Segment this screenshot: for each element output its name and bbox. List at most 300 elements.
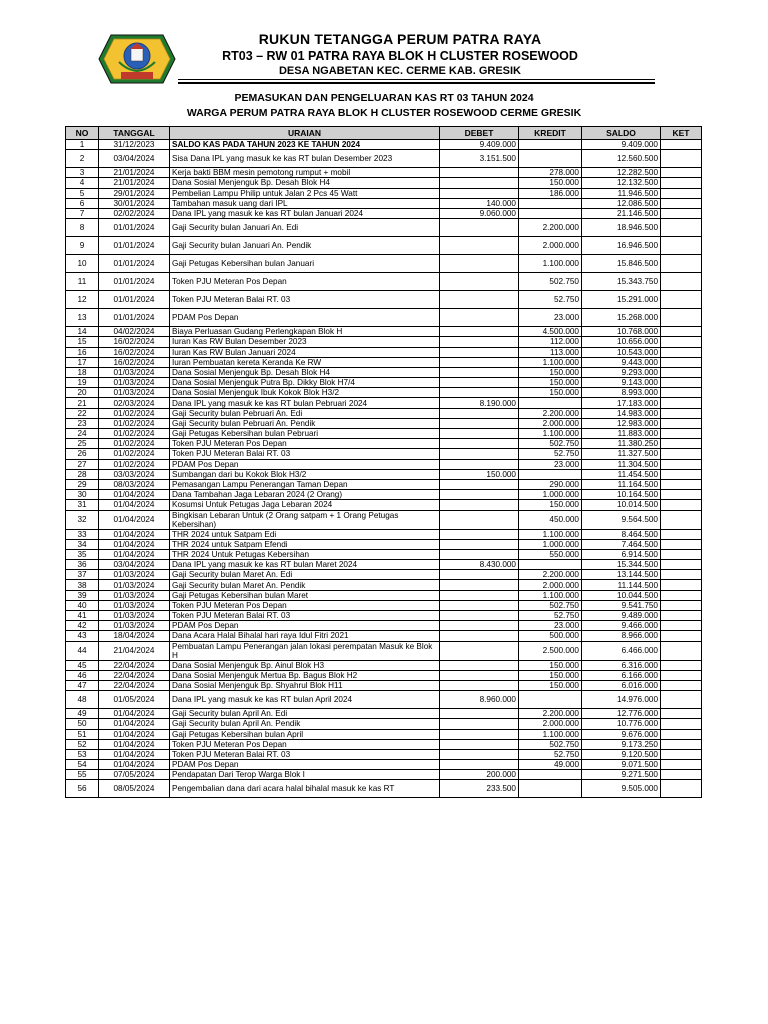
row-description: Token PJU Meteran Pos Depan: [170, 739, 440, 749]
row-no: 31: [66, 500, 99, 510]
table-row: [66, 660, 702, 670]
row-date: 03/04/2024: [99, 150, 170, 168]
row-note: [661, 780, 702, 798]
row-credit: 2.000.000: [519, 580, 582, 590]
row-debit: [440, 178, 519, 188]
row-description: Kerja bakti BBM mesin pemotong rumput + mobil: [170, 168, 440, 178]
table-row: [66, 780, 702, 798]
row-date: 16/02/2024: [99, 357, 170, 367]
row-debit: [440, 729, 519, 739]
row-credit: 2.500.000: [519, 641, 582, 660]
row-credit: 502.750: [519, 273, 582, 291]
row-balance: 6.316.000: [582, 660, 661, 670]
table-row: [66, 255, 702, 273]
row-description: Gaji Security bulan April An. Pendik: [170, 719, 440, 729]
row-description: Gaji Security bulan Januari An. Pendik: [170, 237, 440, 255]
row-debit: [440, 168, 519, 178]
row-no: 22: [66, 408, 99, 418]
ledger-table: [65, 126, 702, 798]
row-credit: 52.750: [519, 749, 582, 759]
row-date: 08/05/2024: [99, 780, 170, 798]
row-date: 22/04/2024: [99, 670, 170, 680]
row-no: 2: [66, 150, 99, 168]
row-note: [661, 580, 702, 590]
row-date: 01/04/2024: [99, 749, 170, 759]
row-credit: 150.000: [519, 660, 582, 670]
row-debit: [440, 529, 519, 539]
row-debit: [440, 378, 519, 388]
row-credit: 550.000: [519, 549, 582, 559]
row-description: Gaji Security bulan Pebruari An. Edi: [170, 408, 440, 418]
table-row: [66, 570, 702, 580]
row-description: Gaji Petugas Kebersihan bulan Maret: [170, 590, 440, 600]
row-no: 19: [66, 378, 99, 388]
row-credit: 52.750: [519, 611, 582, 621]
row-no: 14: [66, 327, 99, 337]
row-balance: 12.560.500: [582, 150, 661, 168]
row-note: [661, 469, 702, 479]
row-credit: 150.000: [519, 178, 582, 188]
row-note: [661, 198, 702, 208]
row-note: [661, 500, 702, 510]
row-description: SALDO KAS PADA TAHUN 2023 KE TAHUN 2024: [170, 140, 440, 150]
row-description: Pengembalian dana dari acara halal bihalal masuk ke kas RT: [170, 780, 440, 798]
row-balance: 12.282.500: [582, 168, 661, 178]
row-date: 21/01/2024: [99, 178, 170, 188]
row-debit: [440, 188, 519, 198]
row-description: Gaji Petugas Kebersihan bulan April: [170, 729, 440, 739]
row-no: 11: [66, 273, 99, 291]
row-no: 4: [66, 178, 99, 188]
row-description: Dana Acara Halal Bihalal hari raya Idul Fitri 2021: [170, 631, 440, 641]
row-balance: 9.443.000: [582, 357, 661, 367]
row-no: 9: [66, 237, 99, 255]
table-row: [66, 670, 702, 680]
row-balance: 11.454.500: [582, 469, 661, 479]
row-description: Gaji Petugas Kebersihan bulan Pebruari: [170, 429, 440, 439]
row-no: 33: [66, 529, 99, 539]
table-row: [66, 539, 702, 549]
row-debit: [440, 347, 519, 357]
row-debit: [440, 337, 519, 347]
row-date: 02/03/2024: [99, 398, 170, 408]
row-note: [661, 691, 702, 709]
row-note: [661, 590, 702, 600]
row-note: [661, 439, 702, 449]
row-date: 01/03/2024: [99, 388, 170, 398]
row-credit: [519, 150, 582, 168]
row-debit: 140.000: [440, 198, 519, 208]
row-debit: [440, 549, 519, 559]
table-row: [66, 739, 702, 749]
row-note: [661, 140, 702, 150]
header-row: [66, 127, 702, 140]
row-balance: 9.271.500: [582, 770, 661, 780]
row-note: [661, 429, 702, 439]
row-description: Dana Sosial Menjenguk Bp. Desah Blok H4: [170, 367, 440, 377]
row-description: Kosumsi Untuk Petugas Jaga Lebaran 2024: [170, 500, 440, 510]
row-debit: 233.500: [440, 780, 519, 798]
table-row: [66, 219, 702, 237]
row-balance: 9.293.000: [582, 367, 661, 377]
row-description: Iuran Kas RW Bulan Januari 2024: [170, 347, 440, 357]
row-balance: 9.173.250: [582, 739, 661, 749]
table-row: [66, 291, 702, 309]
row-credit: [519, 469, 582, 479]
row-no: 55: [66, 770, 99, 780]
row-balance: 9.505.000: [582, 780, 661, 798]
row-date: 29/01/2024: [99, 188, 170, 198]
row-date: 01/04/2024: [99, 490, 170, 500]
row-balance: 6.016.000: [582, 680, 661, 690]
row-debit: [440, 539, 519, 549]
row-note: [661, 357, 702, 367]
row-credit: [519, 398, 582, 408]
table-row: [66, 150, 702, 168]
row-description: Iuran Kas RW Bulan Desember 2023: [170, 337, 440, 347]
row-credit: 502.750: [519, 739, 582, 749]
row-no: 15: [66, 337, 99, 347]
row-description: PDAM Pos Depan: [170, 459, 440, 469]
row-balance: 12.776.000: [582, 709, 661, 719]
row-description: Token PJU Meteran Balai RT. 03: [170, 749, 440, 759]
row-no: 13: [66, 309, 99, 327]
org-address: DESA NGABETAN KEC. CERME KAB. GRESIK: [278, 65, 522, 77]
table-row: [66, 140, 702, 150]
row-no: 29: [66, 479, 99, 489]
row-note: [661, 367, 702, 377]
row-debit: 8.430.000: [440, 560, 519, 570]
row-description: Dana IPL yang masuk ke kas RT bulan Pebruari 2024: [170, 398, 440, 408]
row-date: 16/02/2024: [99, 337, 170, 347]
org-unit: RT03 – RW 01 PATRA RAYA BLOK H CLUSTER ROSEWOOD: [222, 49, 578, 63]
row-debit: [440, 479, 519, 489]
org-name: RUKUN TETANGGA PERUM PATRA RAYA: [258, 31, 542, 47]
row-debit: [440, 219, 519, 237]
row-date: 01/04/2024: [99, 729, 170, 739]
row-note: [661, 337, 702, 347]
row-no: 52: [66, 739, 99, 749]
row-date: 01/04/2024: [99, 739, 170, 749]
row-no: 42: [66, 621, 99, 631]
row-date: 01/03/2024: [99, 378, 170, 388]
row-balance: 15.291.000: [582, 291, 661, 309]
table-row: [66, 327, 702, 337]
row-balance: 12.983.000: [582, 418, 661, 428]
row-credit: 1.000.000: [519, 490, 582, 500]
row-debit: [440, 291, 519, 309]
row-note: [661, 749, 702, 759]
table-row: [66, 621, 702, 631]
row-note: [661, 273, 702, 291]
row-description: Token PJU Meteran Pos Depan: [170, 439, 440, 449]
row-balance: 9.409.000: [582, 140, 661, 150]
table-row: [66, 357, 702, 367]
row-date: 01/01/2024: [99, 291, 170, 309]
table-row: [66, 691, 702, 709]
row-credit: 502.750: [519, 439, 582, 449]
row-description: Pemasangan Lampu Penerangan Taman Depan: [170, 479, 440, 489]
table-row: [66, 337, 702, 347]
row-note: [661, 729, 702, 739]
row-note: [661, 309, 702, 327]
table-row: [66, 388, 702, 398]
row-note: [661, 291, 702, 309]
row-no: 25: [66, 439, 99, 449]
row-credit: [519, 780, 582, 798]
row-no: 36: [66, 560, 99, 570]
row-date: 01/02/2024: [99, 449, 170, 459]
row-date: 01/04/2024: [99, 510, 170, 529]
row-description: Dana Sosial Menjenguk Bp. Ainul Blok H3: [170, 660, 440, 670]
col-no: NO: [66, 127, 99, 140]
row-no: 12: [66, 291, 99, 309]
row-debit: [440, 611, 519, 621]
row-date: 01/04/2024: [99, 539, 170, 549]
row-date: 03/03/2024: [99, 469, 170, 479]
row-description: THR 2024 Untuk Petugas Kebersihan: [170, 549, 440, 559]
row-balance: 17.183.000: [582, 398, 661, 408]
row-date: 01/02/2024: [99, 439, 170, 449]
row-description: Dana Sosial Menjenguk Bp. Desah Blok H4: [170, 178, 440, 188]
row-balance: 11.883.000: [582, 429, 661, 439]
row-credit: 2.200.000: [519, 408, 582, 418]
row-no: 44: [66, 641, 99, 660]
row-description: Dana Sosial Menjenguk Mertua Bp. Bagus Blok H2: [170, 670, 440, 680]
table-row: [66, 168, 702, 178]
row-balance: 16.946.500: [582, 237, 661, 255]
col-credit: KREDIT: [519, 127, 582, 140]
row-credit: 1.100.000: [519, 255, 582, 273]
row-no: 24: [66, 429, 99, 439]
row-credit: 1.100.000: [519, 429, 582, 439]
row-balance: 9.564.500: [582, 510, 661, 529]
row-credit: [519, 691, 582, 709]
row-balance: 9.466.000: [582, 621, 661, 631]
row-no: 45: [66, 660, 99, 670]
row-description: Token PJU Meteran Balai RT. 03: [170, 449, 440, 459]
row-note: [661, 631, 702, 641]
row-balance: 10.164.500: [582, 490, 661, 500]
row-note: [661, 188, 702, 198]
table-row: [66, 529, 702, 539]
row-note: [661, 709, 702, 719]
row-date: 07/05/2024: [99, 770, 170, 780]
row-no: 50: [66, 719, 99, 729]
row-date: 01/01/2024: [99, 255, 170, 273]
row-debit: [440, 357, 519, 367]
row-credit: 290.000: [519, 479, 582, 489]
row-debit: [440, 273, 519, 291]
row-note: [661, 549, 702, 559]
row-date: 08/03/2024: [99, 479, 170, 489]
table-row: [66, 510, 702, 529]
table-row: [66, 600, 702, 610]
row-debit: [440, 621, 519, 631]
row-note: [661, 327, 702, 337]
row-no: 27: [66, 459, 99, 469]
row-no: 17: [66, 357, 99, 367]
row-date: 02/02/2024: [99, 208, 170, 218]
row-balance: 10.768.000: [582, 327, 661, 337]
table-row: [66, 719, 702, 729]
row-debit: [440, 439, 519, 449]
row-note: [661, 670, 702, 680]
row-debit: [440, 660, 519, 670]
row-no: 34: [66, 539, 99, 549]
row-date: 01/01/2024: [99, 237, 170, 255]
row-note: [661, 621, 702, 631]
row-description: Token PJU Meteran Pos Depan: [170, 600, 440, 610]
table-row: [66, 590, 702, 600]
row-balance: 7.464.500: [582, 539, 661, 549]
ledger-body: [66, 140, 702, 798]
table-row: [66, 237, 702, 255]
row-no: 38: [66, 580, 99, 590]
row-no: 28: [66, 469, 99, 479]
row-no: 1: [66, 140, 99, 150]
row-description: Biaya Perluasan Gudang Perlengkapan Blok H: [170, 327, 440, 337]
row-date: 01/03/2024: [99, 590, 170, 600]
row-balance: 12.086.500: [582, 198, 661, 208]
row-credit: 1.100.000: [519, 529, 582, 539]
row-no: 56: [66, 780, 99, 798]
row-note: [661, 178, 702, 188]
row-no: 18: [66, 367, 99, 377]
row-balance: 15.344.500: [582, 560, 661, 570]
col-date: TANGGAL: [99, 127, 170, 140]
row-description: Sisa Dana IPL yang masuk ke kas RT bulan Desember 2023: [170, 150, 440, 168]
row-no: 8: [66, 219, 99, 237]
row-note: [661, 611, 702, 621]
gresik-logo: [97, 32, 177, 86]
row-date: 18/04/2024: [99, 631, 170, 641]
row-debit: [440, 680, 519, 690]
row-note: [661, 388, 702, 398]
row-balance: 11.327.500: [582, 449, 661, 459]
row-date: 01/03/2024: [99, 580, 170, 590]
row-balance: 14.983.000: [582, 408, 661, 418]
row-no: 54: [66, 760, 99, 770]
row-debit: [440, 709, 519, 719]
row-date: 01/02/2024: [99, 429, 170, 439]
row-balance: 10.044.500: [582, 590, 661, 600]
row-balance: 9.676.000: [582, 729, 661, 739]
row-balance: 10.014.500: [582, 500, 661, 510]
row-balance: 11.946.500: [582, 188, 661, 198]
row-debit: [440, 237, 519, 255]
row-description: Dana IPL yang masuk ke kas RT bulan Maret 2024: [170, 560, 440, 570]
row-balance: 11.304.500: [582, 459, 661, 469]
row-description: Token PJU Meteran Balai RT. 03: [170, 611, 440, 621]
row-no: 3: [66, 168, 99, 178]
row-credit: 1.100.000: [519, 590, 582, 600]
row-balance: 21.146.500: [582, 208, 661, 218]
row-no: 49: [66, 709, 99, 719]
row-date: 01/04/2024: [99, 719, 170, 729]
row-credit: 150.000: [519, 367, 582, 377]
row-debit: [440, 641, 519, 660]
row-description: Sumbangan dari bu Kokok Blok H3/2: [170, 469, 440, 479]
row-note: [661, 570, 702, 580]
row-date: 01/03/2024: [99, 570, 170, 580]
row-no: 23: [66, 418, 99, 428]
row-no: 16: [66, 347, 99, 357]
row-date: 04/02/2024: [99, 327, 170, 337]
row-note: [661, 219, 702, 237]
row-date: 21/04/2024: [99, 641, 170, 660]
row-description: Dana IPL yang masuk ke kas RT bulan Januari 2024: [170, 208, 440, 218]
row-date: 01/01/2024: [99, 219, 170, 237]
table-row: [66, 429, 702, 439]
row-credit: 150.000: [519, 670, 582, 680]
row-debit: 8.960.000: [440, 691, 519, 709]
row-credit: 1.100.000: [519, 357, 582, 367]
row-debit: [440, 670, 519, 680]
row-note: [661, 539, 702, 549]
row-credit: 150.000: [519, 378, 582, 388]
row-debit: [440, 739, 519, 749]
row-credit: 1.100.000: [519, 729, 582, 739]
row-no: 40: [66, 600, 99, 610]
table-row: [66, 760, 702, 770]
row-balance: 6.914.500: [582, 549, 661, 559]
row-date: 01/04/2024: [99, 709, 170, 719]
row-credit: 2.200.000: [519, 709, 582, 719]
row-date: 16/02/2024: [99, 347, 170, 357]
table-row: [66, 549, 702, 559]
report-title: PEMASUKAN DAN PENGELUARAN KAS RT 03 TAHUN 2024: [234, 92, 534, 104]
row-debit: [440, 580, 519, 590]
table-row: [66, 680, 702, 690]
row-credit: [519, 770, 582, 780]
row-note: [661, 237, 702, 255]
col-balance: SALDO: [582, 127, 661, 140]
row-note: [661, 760, 702, 770]
table-row: [66, 749, 702, 759]
row-credit: [519, 140, 582, 150]
row-description: Bingkisan Lebaran Untuk (2 Orang satpam + 1 Orang Petugas Kebersihan): [170, 510, 440, 529]
row-debit: 9.409.000: [440, 140, 519, 150]
row-description: PDAM Pos Depan: [170, 760, 440, 770]
row-description: Gaji Security bulan Maret An. Pendik: [170, 580, 440, 590]
row-date: 01/04/2024: [99, 500, 170, 510]
row-description: PDAM Pos Depan: [170, 309, 440, 327]
row-balance: 10.776.000: [582, 719, 661, 729]
row-date: 22/04/2024: [99, 660, 170, 670]
row-credit: 150.000: [519, 388, 582, 398]
row-note: [661, 168, 702, 178]
table-row: [66, 449, 702, 459]
row-debit: [440, 255, 519, 273]
row-description: Tambahan masuk uang dari IPL: [170, 198, 440, 208]
row-credit: 278.000: [519, 168, 582, 178]
table-row: [66, 208, 702, 218]
table-row: [66, 500, 702, 510]
row-no: 6: [66, 198, 99, 208]
row-description: Dana Sosial Menjenguk Putra Bp. Dikky Blok H7/4: [170, 378, 440, 388]
row-date: 01/03/2024: [99, 600, 170, 610]
row-debit: [440, 570, 519, 580]
row-balance: 11.380.250: [582, 439, 661, 449]
row-debit: [440, 500, 519, 510]
row-debit: 9.060.000: [440, 208, 519, 218]
row-credit: 1.000.000: [519, 539, 582, 549]
row-no: 20: [66, 388, 99, 398]
row-credit: 2.000.000: [519, 237, 582, 255]
row-description: Pembuatan Lampu Penerangan jalan lokasi perempatan Masuk ke Blok H: [170, 641, 440, 660]
row-no: 46: [66, 670, 99, 680]
